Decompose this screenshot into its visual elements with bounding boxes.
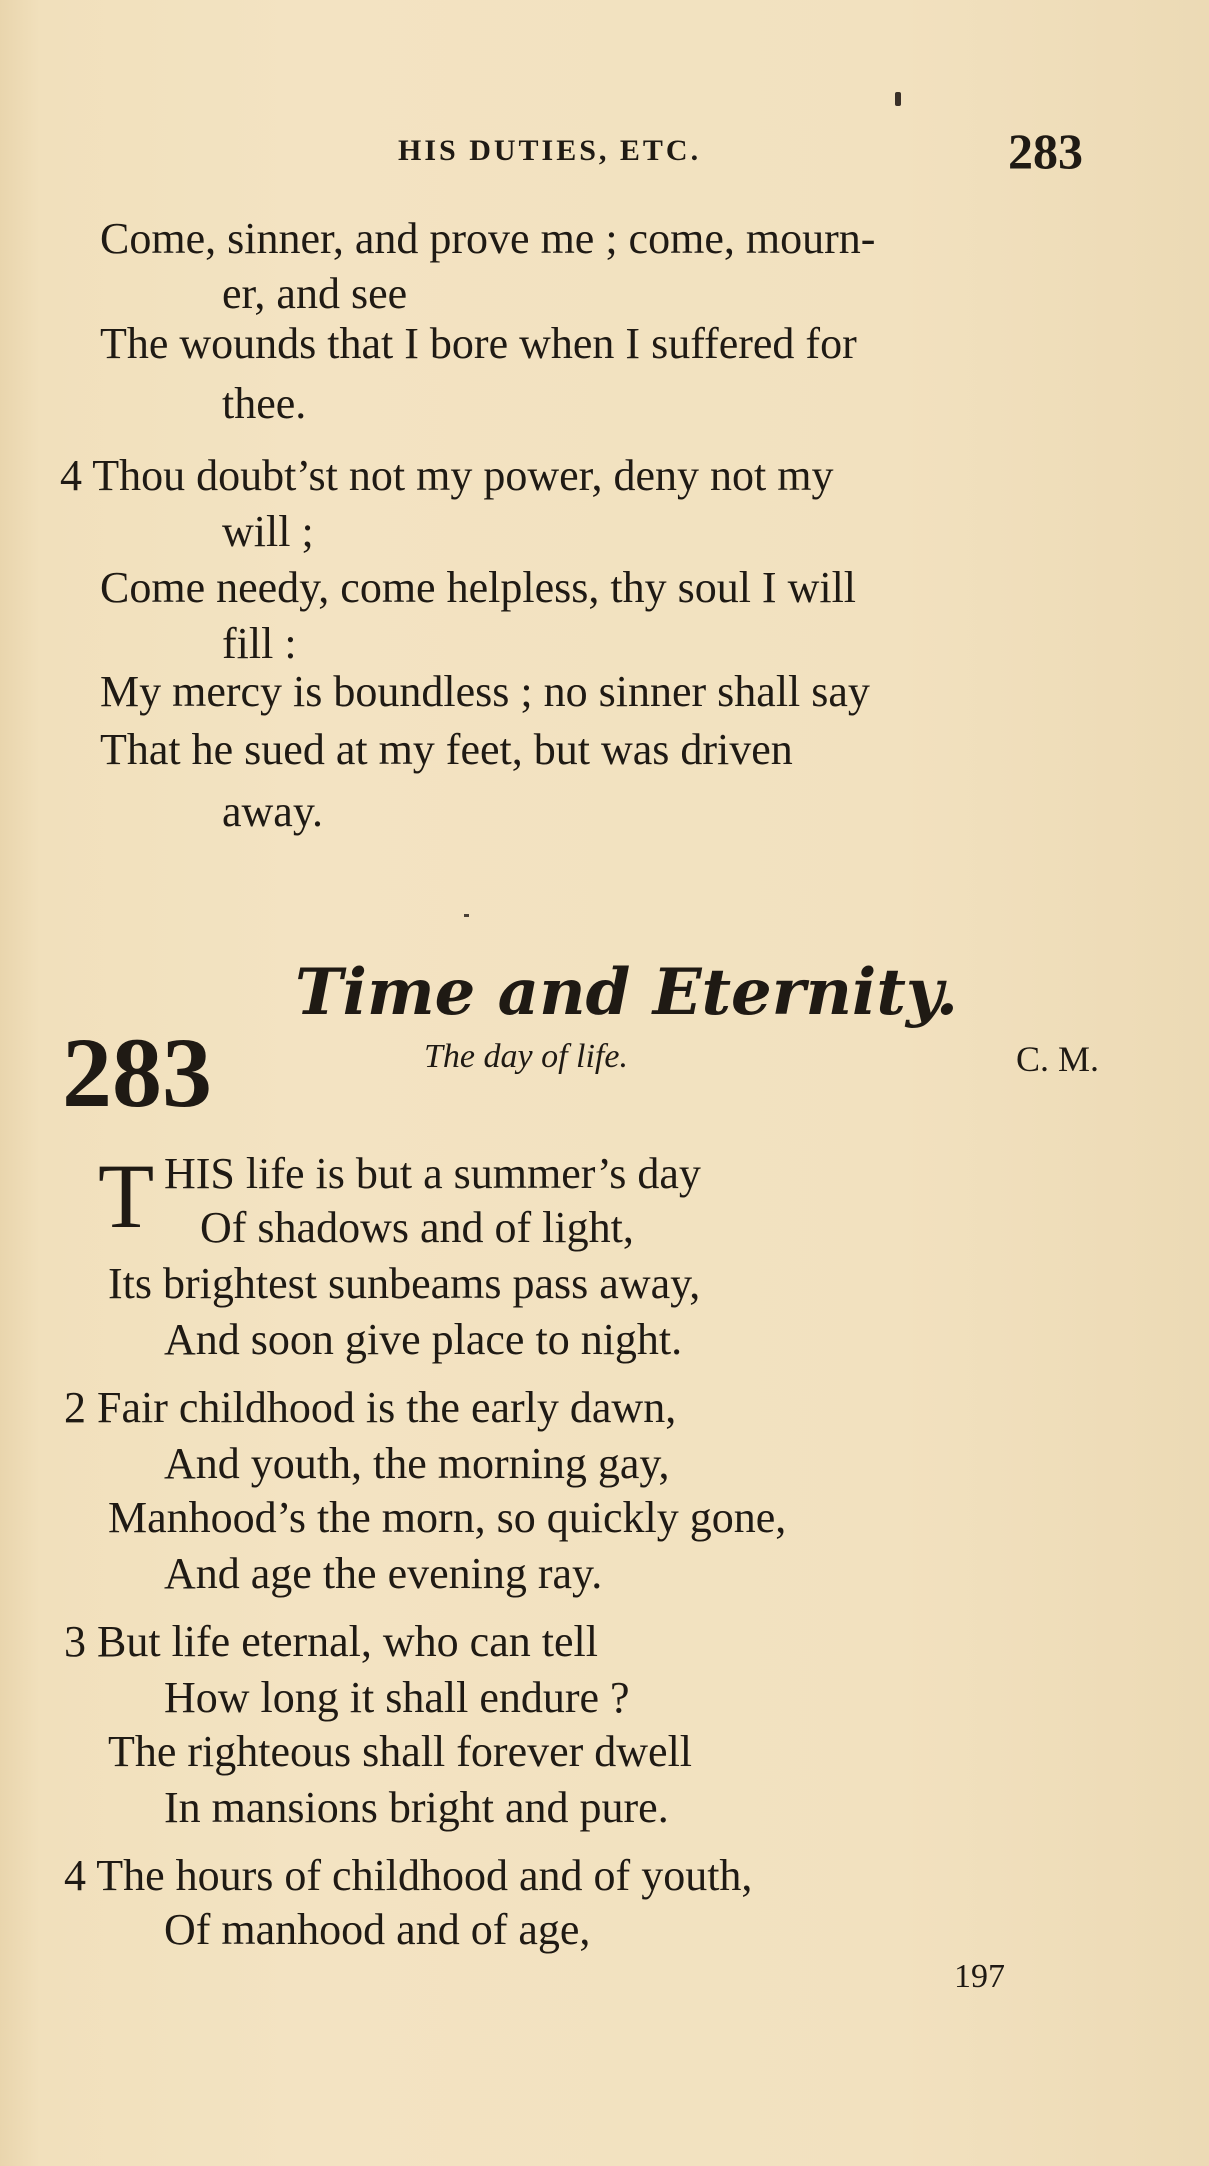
continuation-line: will ; — [222, 507, 314, 556]
hymn-meter: C. M. — [1016, 1039, 1100, 1079]
drop-cap: T — [98, 1145, 155, 1247]
hymn-number: 283 — [62, 1017, 212, 1128]
hymn-line: 3 But life eternal, who can tell — [64, 1617, 598, 1666]
continuation-line: er, and see — [222, 269, 408, 318]
hymn-line: 4 The hours of childhood and of youth, — [64, 1851, 753, 1900]
continuation-line: Come, sinner, and prove me ; come, mourn- — [100, 214, 876, 263]
continuation-line: fill : — [222, 619, 297, 668]
hymn-line: Of shadows and of light, — [200, 1203, 634, 1252]
hymn-line: And age the evening ray. — [164, 1549, 603, 1598]
section-title: Time and Eternity. — [295, 955, 958, 1030]
continuation-line: thee. — [222, 379, 307, 428]
continuation-line: 4 Thou doubt’st not my power, deny not my — [60, 451, 834, 500]
hymn-line: And soon give place to night. — [164, 1315, 683, 1364]
hymn-line: HIS life is but a summer’s day — [164, 1149, 701, 1198]
hymn-subtitle: The day of life. — [424, 1038, 628, 1075]
continuation-line: The wounds that I bore when I suffered for — [100, 319, 857, 368]
hymn-line: How long it shall endure ? — [164, 1673, 630, 1722]
continuation-line: Come needy, come helpless, thy soul I will — [100, 563, 857, 612]
footer-page-number: 197 — [954, 1958, 1005, 1995]
hymn-line: Manhood’s the morn, so quickly gone, — [108, 1493, 787, 1542]
running-header: HIS DUTIES, ETC. — [398, 134, 702, 167]
hymn-line: In mansions bright and pure. — [164, 1783, 669, 1832]
hymn-line: And youth, the morning gay, — [164, 1439, 670, 1488]
hymn-line: 2 Fair childhood is the early dawn, — [64, 1383, 677, 1432]
print-mark — [464, 914, 469, 917]
continuation-line: away. — [222, 787, 323, 836]
continuation-line: My mercy is boundless ; no sinner shall say — [100, 667, 870, 716]
hymn-line: Its brightest sunbeams pass away, — [108, 1259, 701, 1308]
hymn-line: Of manhood and of age, — [164, 1905, 591, 1954]
ink-mark — [895, 92, 901, 106]
header-page-number: 283 — [1008, 123, 1083, 179]
hymn-line: The righteous shall forever dwell — [108, 1727, 693, 1776]
continuation-line: That he sued at my feet, but was driven — [100, 725, 793, 774]
